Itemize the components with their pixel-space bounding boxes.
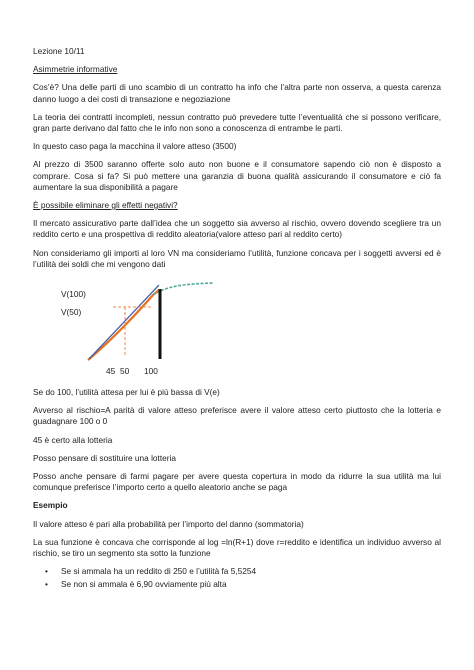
paragraph-price-3500: Al prezzo di 3500 saranno offerte solo auto non buone e il consumatore sapendo ciò non è disposto a comprare. Cosa si fa? Si può mettere una garanzia di buona qualità assicurando il consumatore e ciò fa aumentare la sua disponibilità a pagare: [33, 159, 441, 192]
list-item: • Se si ammala ha un reddito di 250 e l’utilità fa 5,5254: [61, 566, 441, 577]
question-heading: È possibile eliminare gli effetti negativi?: [33, 200, 178, 211]
paragraph-insurance-market: Il mercato assicurativo parte dall’idea che un soggetto sia avverso al rischio, ovvero dovendo scegliere tra un reddito certo e una prospettiva di reddito aleatoria(valore atteso pari al reddito certo): [33, 218, 441, 240]
paragraph-coverage: Posso anche pensare di farmi pagare per avere questa copertura in modo da ridurre la sua utilità ma lui comunque preferisce l’importo certo a quello aleatorio anche se paga: [33, 471, 441, 493]
paragraph-certainty-45: 45 è certo alla lotteria: [33, 434, 113, 445]
utility-curve-plateau: [153, 283, 213, 295]
x-label-100: 100: [144, 366, 158, 377]
utility-curve-figure: [33, 277, 441, 381]
paragraph-incomplete-contracts: La teoria dei contratti incompleti, nessun contratto può prevedere tutte l’eventualità che si possono verificare, gran parte derivano dal fatto che le info non sono a conoscenza di entrambe le parti.: [33, 111, 441, 134]
x-label-50: 50: [120, 366, 130, 377]
x-label-45: 45: [106, 366, 116, 377]
paragraph-utility: Non consideriamo gli importi al loro VN ma consideriamo l’utilità, funzione concava per i soggetti avversi ed è l’utilità dei soldi che mi vengono dati: [33, 247, 441, 269]
paragraph-risk-averse: Avverso al rischio=A parità di valore atteso preferisce avere il valore atteso certo piuttosto che la lotteria e guadagnare 100 o 0: [33, 405, 441, 427]
paragraph-replace-lottery: Posso pensare di sostituire una lotteria: [33, 452, 176, 463]
paragraph-definition: Cos’è? Una delle parti di uno scambio di un contratto ha info che l’altra parte non osserva, a questa carenza danno luogo a dei costi di transazione e negoziazione: [33, 82, 441, 104]
example-title: Esempio: [33, 500, 68, 511]
section-title: Asimmetrie informative: [33, 64, 118, 75]
paragraph-log-function: La sua funzione è concava che corrisponde al log =ln(R+1) dove r=reddito e identifica un individuo avverso al rischio, se tiro un segmento sta sotto la funzione: [33, 536, 441, 559]
document-body: [33, 46, 441, 593]
paragraph-expected-value-damage: Il valore atteso è pari alla probabilità per l’importo del danno (sommatoria): [33, 518, 304, 529]
chord-line: [89, 285, 159, 359]
bullet-list: [33, 566, 441, 590]
list-item: • Se non si ammala è 6,90 ovviamente più alta: [61, 579, 441, 590]
y-label-v100: V(100): [61, 289, 86, 300]
y-label-v50: V(50): [61, 307, 82, 318]
utility-curve-svg: [83, 277, 263, 381]
paragraph-expected-value: In questo caso paga la macchina il valore atteso (3500): [33, 141, 237, 152]
lesson-header: Lezione 10/11: [33, 46, 85, 56]
paragraph-expected-utility: Se do 100, l’utilità attesa per lui è più bassa di V(e): [33, 387, 220, 398]
